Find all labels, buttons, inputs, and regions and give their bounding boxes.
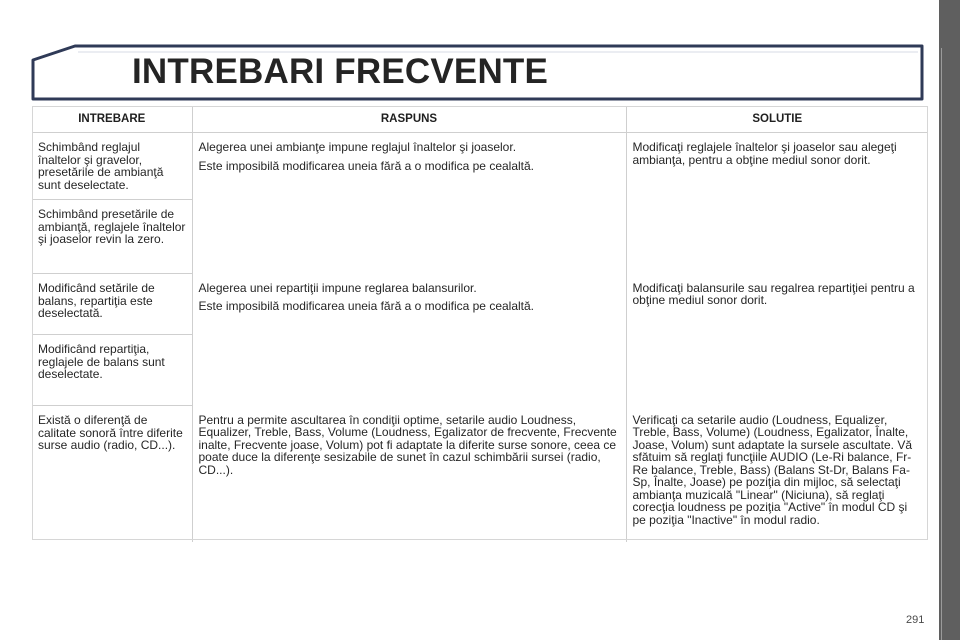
solution-cell: Modificaţi balansurile sau regalrea repartiţiei pentru a obţine mediul sonor dorit.	[626, 274, 928, 406]
table-row	[32, 133, 928, 200]
right-edge-line	[941, 48, 942, 640]
table-row	[32, 406, 928, 543]
page-title: INTREBARI FRECVENTE	[132, 52, 549, 91]
table-header-row	[32, 106, 928, 133]
page-number: 291	[906, 614, 925, 626]
column-header-solution: SOLUTIE	[626, 106, 928, 133]
answer-paragraph: Este imposibilă modificarea uneia fără a o modifica pe cealaltă.	[198, 299, 535, 313]
column-header-question: INTREBARE	[32, 106, 192, 133]
solution-cell: Verificaţi ca setarile audio (Loudness, Equalizer, Treble, Bass, Volume) (Loudness, Egalizator, Înalte, Joase, Volum) sunt adaptate la sursele ascultate. Vă sfătuim să reglaţi funcţiile AUDIO (Le-Ri balance, Fr-Re balance, Treble, Bass) (Balans St-Dr, Balans Fa-Sp, Înalte, Joase) pe poziţia din mijloc, să selectaţi ambianţa muzicală "Linear" (Niciuna), să reglaţi corecţia loudness pe poziţia "Active" în modul CD şi pe poziţia "Inactive" în modul radio.	[626, 406, 928, 543]
question-cell: Schimbând presetările de ambianţă, reglajele înaltelor şi joaselor revin la zero.	[32, 200, 192, 274]
solution-cell: Modificaţi reglajele înaltelor şi joaselor sau alegeţi ambianţa, pentru a obţine mediul sonor dorit.	[626, 133, 928, 274]
column-header-answer: RASPUNS	[192, 106, 626, 133]
table-row	[32, 274, 928, 335]
answer-paragraph: Pentru a permite ascultarea în condiţii optime, setarile audio Loudness, Equalizer, Treble, Bass, Volume (Loudness, Egalizator de frecvente, Frecvente inalte, Frecvente joase, Volum) pot fi adaptate la diferite surse sonore, ceea ce poate duce la diferenţe sesizabile de sunet în cazul schimbării sursei (radio, CD...).	[198, 412, 617, 477]
answer-paragraph: Alegerea unei repartiţii impune reglarea balansurilor.	[198, 280, 477, 295]
answer-cell	[192, 133, 626, 274]
question-cell: Modificând repartiţia, reglajele de balans sunt deselectate.	[32, 335, 192, 406]
question-cell: Modificând setările de balans, repartiţia este deselectată.	[32, 274, 192, 335]
answer-paragraph: Este imposibilă modificarea uneia fără a o modifica pe cealaltă.	[198, 158, 535, 173]
answer-paragraph: Alegerea unei ambianţe impune reglajul înaltelor şi joaselor.	[198, 140, 517, 154]
question-cell: Schimbând reglajul înaltelor şi gravelor, presetările de ambianţă sunt deselectate.	[32, 133, 192, 200]
faq-table	[32, 106, 928, 542]
answer-cell	[192, 406, 626, 543]
answer-cell	[192, 274, 626, 406]
question-cell: Există o diferenţă de calitate sonoră între diferite surse audio (radio, CD...).	[32, 406, 192, 543]
